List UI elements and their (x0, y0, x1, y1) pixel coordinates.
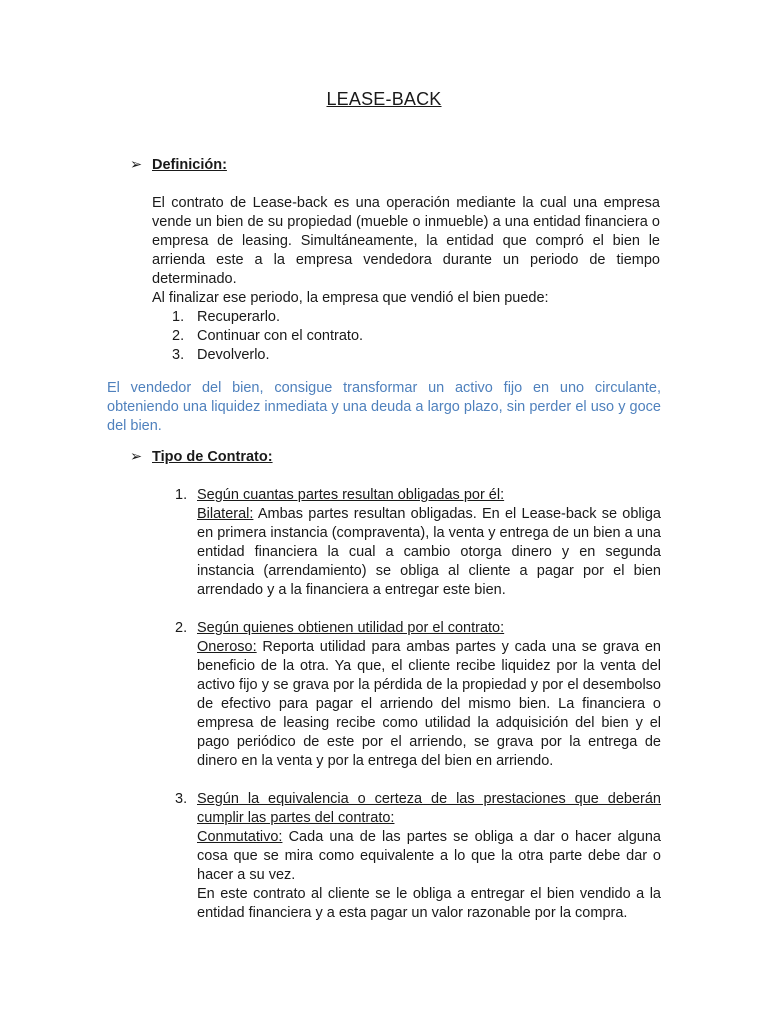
list-number: 3. (172, 347, 185, 363)
item-extra: En este contrato al cliente se le obliga a entregar el bien vendido a la entidad financiera y a esta pagar un valor razonable por la compra. (197, 886, 661, 921)
definicion-block (152, 194, 660, 365)
list-text: Devolverlo. (197, 347, 270, 363)
item-title: Según cuantas partes resultan obligadas por él: (197, 487, 505, 503)
section-heading-text: Tipo de Contrato: (152, 449, 273, 465)
list-item (175, 790, 661, 923)
item-title: Según la equivalencia o certeza de las prestaciones que deberán cumplir las partes del contrato: (197, 791, 661, 826)
section-heading-definicion (130, 156, 227, 175)
list-item (152, 308, 660, 327)
list-item (175, 486, 661, 600)
highlight-paragraph: El vendedor del bien, consigue transformar un activo fijo en uno circulante, obteniendo una liquidez inmediata y una deuda a largo plazo, sin perder el uso y goce del bien. (107, 380, 661, 434)
section-heading-text: Definición: (152, 157, 227, 173)
item-body: Reporta utilidad para ambas partes y cada una se grava en beneficio de la otra. Ya que, el cliente recibe liquidez por la venta del activo fijo y se grava por la pérdida de la propiedad y por el desembolso de efectivo para pagar el arriendo del mismo bien. La financiera o empresa de leasing recibe como utilidad la adquisición del bien y el pago periódico de este por el arriendo, se grava por la entrega de dinero en la venta y por la entrega del bien en arriendo. (197, 639, 661, 769)
arrow-bullet-icon: ➢ (130, 157, 143, 173)
list-item (152, 346, 660, 365)
list-text: Continuar con el contrato. (197, 328, 364, 344)
item-body: Cada una de las partes se obliga a dar o hacer alguna cosa que se mira como equivalente a lo que la otra parte debe dar o hacer a su vez. (197, 829, 661, 883)
definicion-paragraph: El contrato de Lease-back es una operación mediante la cual una empresa vende un bien de su propiedad (mueble o inmueble) a una entidad financiera o empresa de leasing. Simultáneamente, la entidad que compró el bien le arrienda este a la empresa vendedora durante un periodo de tiempo determinado. (152, 195, 660, 287)
item-term: Conmutativo: (197, 829, 283, 845)
list-text: Recuperarlo. (197, 309, 281, 325)
list-number: 1. (172, 309, 185, 325)
document-title: LEASE-BACK (326, 89, 442, 109)
item-term: Bilateral: (197, 506, 254, 522)
options-list (152, 308, 660, 365)
list-number: 2. (175, 620, 188, 636)
list-number: 1. (175, 487, 188, 503)
tipo-list (175, 486, 661, 942)
definicion-intro: Al finalizar ese periodo, la empresa que vendió el bien puede: (152, 290, 549, 306)
section-heading-tipo (130, 448, 273, 467)
list-item (175, 619, 661, 771)
item-title: Según quienes obtienen utilidad por el contrato: (197, 620, 505, 636)
list-item (152, 327, 660, 346)
item-term: Oneroso: (197, 639, 257, 655)
item-body: Ambas partes resultan obligadas. En el Lease-back se obliga en primera instancia (compraventa), la venta y entrega de un bien a una entidad financiera la cual a cambio otorga dinero y en segunda instancia (arrendamiento) se obliga al cliente a pagar por el bien arrendado y a la financiera a entregar este bien. (197, 506, 661, 598)
list-number: 3. (175, 791, 188, 807)
list-number: 2. (172, 328, 185, 344)
arrow-bullet-icon: ➢ (130, 449, 143, 465)
